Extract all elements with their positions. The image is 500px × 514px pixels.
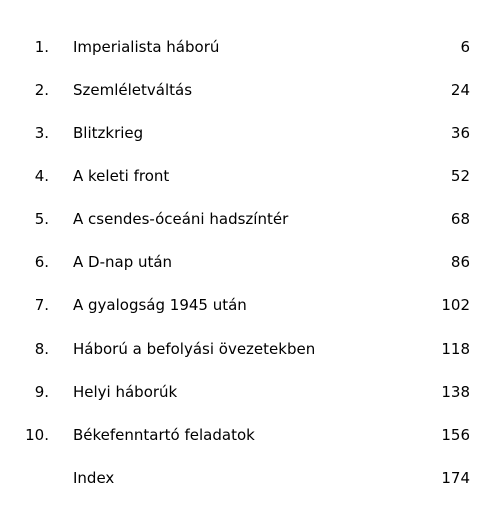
page-number: 174 (441, 469, 470, 487)
page-number: 6 (460, 38, 470, 56)
toc-entry (0, 207, 500, 231)
chapter-number: 7. (34, 296, 49, 314)
page-number: 24 (450, 81, 470, 99)
chapter-number: 4. (34, 167, 49, 185)
page-number: 68 (450, 210, 470, 228)
toc-entry (0, 380, 500, 404)
chapter-number: 10. (25, 426, 49, 444)
chapter-number: 1. (34, 38, 49, 56)
page-number: 86 (450, 253, 470, 271)
toc-entry (0, 423, 500, 447)
toc-entry (0, 121, 500, 145)
toc-entry (0, 78, 500, 102)
page-number: 138 (441, 383, 470, 401)
chapter-title: A csendes-óceáni hadszíntér (73, 210, 289, 228)
chapter-title: Imperialista háború (73, 38, 220, 56)
chapter-title: A D-nap után (73, 253, 173, 271)
chapter-title: Békefenntartó feladatok (73, 426, 255, 444)
toc-entry (0, 250, 500, 274)
chapter-title: A gyalogság 1945 után (73, 296, 247, 314)
page-number: 102 (441, 296, 470, 314)
chapter-number: 9. (34, 383, 49, 401)
chapter-title: Index (73, 469, 115, 487)
toc-entry (0, 466, 500, 490)
page-number: 52 (450, 167, 470, 185)
chapter-number: 2. (34, 81, 49, 99)
page-number: 118 (441, 340, 470, 358)
toc-entry (0, 337, 500, 361)
chapter-number: 8. (34, 340, 49, 358)
toc-entry (0, 35, 500, 59)
chapter-title: A keleti front (73, 167, 170, 185)
chapter-number: 6. (34, 253, 49, 271)
chapter-number: 5. (34, 210, 49, 228)
chapter-title: Szemléletváltás (73, 81, 193, 99)
chapter-title: Helyi háborúk (73, 383, 178, 401)
chapter-number: 3. (34, 124, 49, 142)
chapter-title: Háború a befolyási övezetekben (73, 340, 316, 358)
toc-entry (0, 164, 500, 188)
toc-entry (0, 293, 500, 317)
chapter-title: Blitzkrieg (73, 124, 144, 142)
page-number: 156 (441, 426, 470, 444)
page-number: 36 (450, 124, 470, 142)
